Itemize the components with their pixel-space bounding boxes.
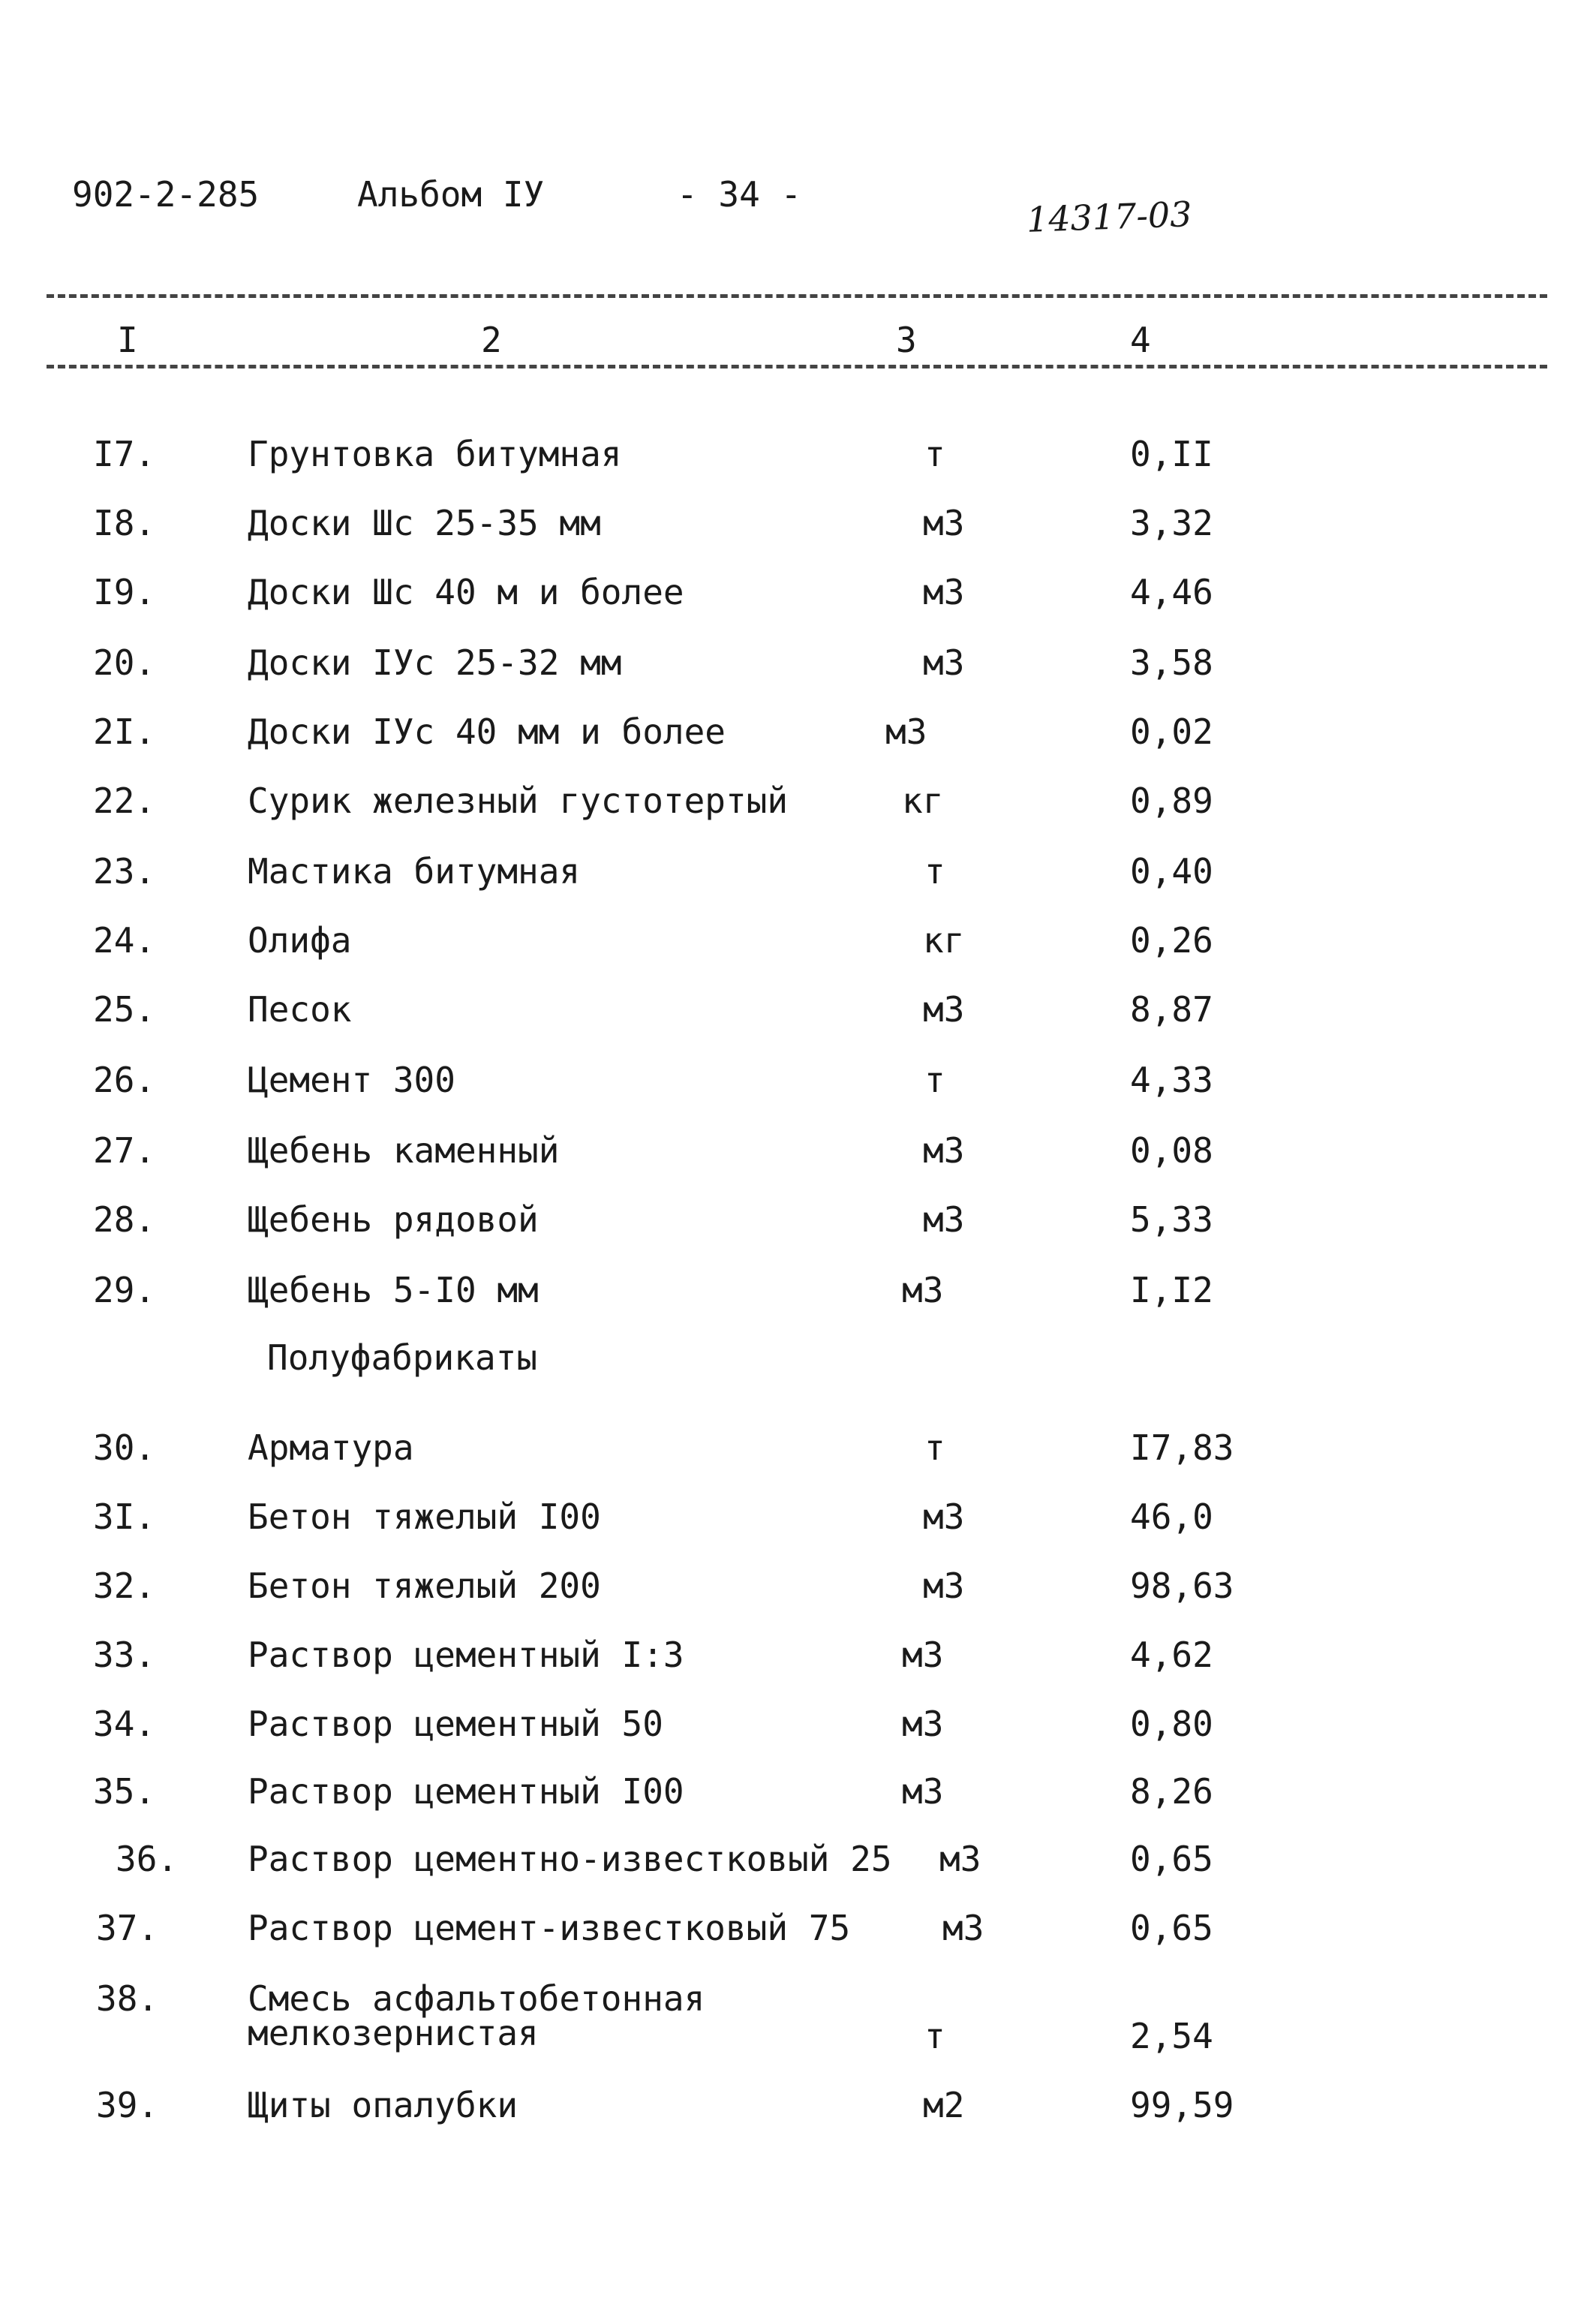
row-name: Раствор цементный I:3	[248, 1635, 684, 1675]
row-qty: 3,58	[1130, 642, 1213, 683]
row-number: 32.	[93, 1566, 156, 1606]
row-unit: т	[924, 1060, 945, 1100]
table-row	[0, 1427, 1596, 1490]
row-qty: 8,87	[1130, 989, 1213, 1030]
row-number: 28.	[93, 1199, 156, 1240]
section-title: Полуфабрикаты	[267, 1337, 538, 1378]
row-name: Сурик железный густотертый	[248, 781, 789, 821]
row-number: I7.	[93, 434, 156, 474]
row-number: 3I.	[93, 1496, 156, 1537]
row-unit: м3	[923, 503, 965, 543]
row-name: Мастика битумная	[248, 851, 581, 892]
row-unit: м3	[902, 1704, 944, 1744]
table-row	[0, 1978, 1596, 2064]
row-number: 2I.	[93, 711, 156, 752]
table-row	[0, 1566, 1596, 1629]
row-name: Щебень каменный	[248, 1130, 560, 1171]
row-qty: 0,02	[1130, 711, 1213, 752]
row-number: I9.	[93, 572, 156, 612]
row-number: 26.	[93, 1060, 156, 1100]
row-unit: м3	[902, 1635, 944, 1675]
row-number: 29.	[93, 1270, 156, 1310]
row-qty: 0,65	[1130, 1839, 1213, 1879]
row-name: Цемент 300	[248, 1060, 455, 1100]
table-row	[0, 989, 1596, 1052]
row-qty: I,I2	[1130, 1270, 1213, 1310]
row-qty: 3,32	[1130, 503, 1213, 543]
row-unit: м3	[923, 1496, 965, 1537]
row-unit: м3	[902, 1771, 944, 1812]
row-unit: т	[924, 851, 945, 892]
table-row	[0, 1060, 1596, 1123]
row-qty: 0,08	[1130, 1130, 1213, 1171]
row-unit: т	[924, 1427, 945, 1468]
row-number: 36.	[116, 1839, 179, 1879]
row-qty: I7,83	[1130, 1427, 1234, 1468]
row-name: Бетон тяжелый I00	[248, 1496, 601, 1537]
row-name: Раствор цемент-известковый 75	[248, 1908, 851, 1948]
row-unit: м3	[902, 1270, 944, 1310]
table-row	[0, 2085, 1596, 2148]
column-dashed-rule	[47, 365, 1547, 368]
row-unit: м3	[942, 1908, 984, 1948]
row-unit: м3	[923, 1199, 965, 1240]
table-row	[0, 1839, 1596, 1902]
row-name: Щебень рядовой	[248, 1199, 539, 1240]
row-number: 25.	[93, 989, 156, 1030]
column-number-3: 3	[891, 323, 921, 357]
row-number: 27.	[93, 1130, 156, 1171]
table-row	[0, 1704, 1596, 1767]
table-row	[0, 1908, 1596, 1971]
row-name-line-1: Смесь асфальтобетонная	[248, 1978, 705, 2019]
row-qty: 0,II	[1130, 434, 1213, 474]
row-unit: м3	[939, 1839, 981, 1879]
document-code: 902-2-285	[72, 174, 260, 215]
row-name: Доски IУс 25-32 мм	[248, 642, 622, 683]
row-number: 23.	[93, 851, 156, 892]
table-row	[0, 920, 1596, 983]
row-unit: м3	[923, 1130, 965, 1171]
row-qty: 46,0	[1130, 1496, 1213, 1537]
album-label: Альбом IУ	[357, 174, 545, 215]
row-name: Доски Шс 25-35 мм	[248, 503, 601, 543]
row-number: 22.	[93, 781, 156, 821]
table-row	[0, 1496, 1596, 1560]
handwritten-number: 14317-03	[1026, 194, 1193, 240]
column-number-2: 2	[476, 323, 506, 357]
row-unit: м3	[885, 711, 927, 752]
row-name: Щебень 5-I0 мм	[248, 1270, 539, 1310]
row-qty: 4,46	[1130, 572, 1213, 612]
row-qty: 0,26	[1130, 920, 1213, 961]
row-unit: м3	[923, 1566, 965, 1606]
row-number: 35.	[93, 1771, 156, 1812]
row-name: Раствор цементный I00	[248, 1771, 684, 1812]
row-qty: 99,59	[1130, 2085, 1234, 2125]
page-number: - 34 -	[677, 174, 802, 215]
row-number: 38.	[96, 1978, 159, 2019]
table-row	[0, 572, 1596, 635]
row-unit: м3	[923, 989, 965, 1030]
table-row	[0, 1771, 1596, 1834]
row-number: 34.	[93, 1704, 156, 1744]
row-name: Раствор цементный 50	[248, 1704, 663, 1744]
row-qty: 8,26	[1130, 1771, 1213, 1812]
row-unit: кг	[902, 781, 944, 821]
top-dashed-rule	[47, 294, 1547, 298]
row-unit: м3	[923, 642, 965, 683]
row-unit: м2	[923, 2085, 965, 2125]
row-name: Грунтовка битумная	[248, 434, 622, 474]
table-row	[0, 1199, 1596, 1262]
row-qty: 0,89	[1130, 781, 1213, 821]
row-number: I8.	[93, 503, 156, 543]
table-row	[0, 1635, 1596, 1698]
row-qty: 4,62	[1130, 1635, 1213, 1675]
table-row	[0, 781, 1596, 844]
row-name: Раствор цементно-известковый 25	[248, 1839, 892, 1879]
table-row	[0, 711, 1596, 775]
row-qty: 0,40	[1130, 851, 1213, 892]
row-name	[248, 1978, 705, 2053]
table-row	[0, 851, 1596, 914]
row-name-line-2: мелкозернистая	[248, 2013, 539, 2053]
row-number: 24.	[93, 920, 156, 961]
row-name: Доски Шс 40 м и более	[248, 572, 684, 612]
row-name: Бетон тяжелый 200	[248, 1566, 601, 1606]
row-number: 33.	[93, 1635, 156, 1675]
row-unit: т	[924, 2016, 945, 2056]
row-number: 30.	[93, 1427, 156, 1468]
table-row	[0, 1270, 1596, 1333]
row-name: Щиты опалубки	[248, 2085, 518, 2125]
row-qty: 4,33	[1130, 1060, 1213, 1100]
row-name: Арматура	[248, 1427, 414, 1468]
row-unit: т	[924, 434, 945, 474]
table-row	[0, 434, 1596, 497]
row-number: 20.	[93, 642, 156, 683]
row-name: Доски IУс 40 мм и более	[248, 711, 726, 752]
table-row	[0, 503, 1596, 566]
row-name: Олифа	[248, 920, 352, 961]
row-name: Песок	[248, 989, 352, 1030]
column-number-4: 4	[1126, 323, 1156, 357]
row-unit: м3	[923, 572, 965, 612]
table-row	[0, 1130, 1596, 1193]
row-qty: 98,63	[1130, 1566, 1234, 1606]
row-qty: 0,80	[1130, 1704, 1213, 1744]
row-qty: 2,54	[1130, 2016, 1213, 2056]
column-number-1: I	[113, 323, 143, 357]
row-unit: кг	[923, 920, 965, 961]
table-row	[0, 642, 1596, 705]
row-number: 37.	[96, 1908, 159, 1948]
row-number: 39.	[96, 2085, 159, 2125]
row-qty: 0,65	[1130, 1908, 1213, 1948]
row-qty: 5,33	[1130, 1199, 1213, 1240]
